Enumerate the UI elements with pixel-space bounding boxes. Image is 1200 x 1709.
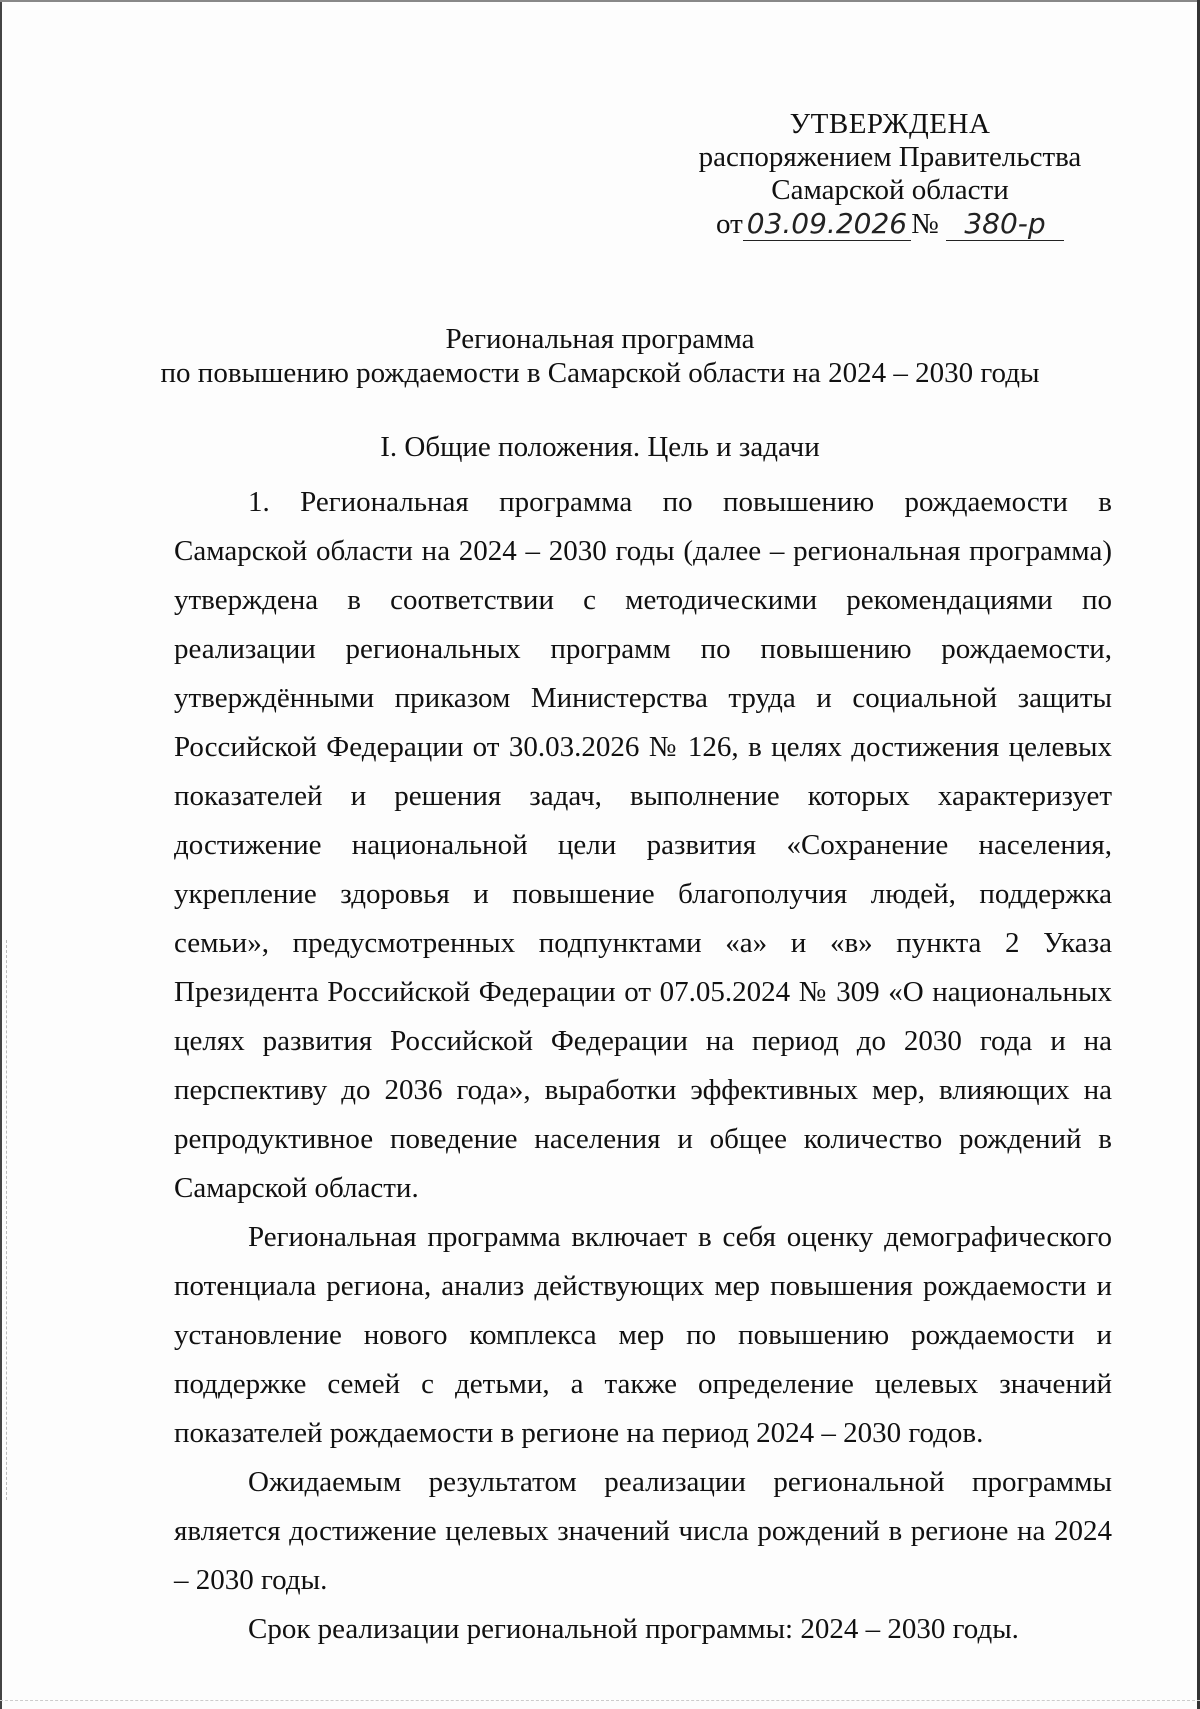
document-title bbox=[0, 322, 1200, 390]
document-body bbox=[174, 478, 1112, 1654]
paragraph-3: Ожидаемым результатом реализации региональной программы является достижение целевых значений числа рождений в регионе на 2024 – 2030 годы. bbox=[174, 1466, 1112, 1596]
title-line-1: Региональная программа bbox=[445, 323, 755, 355]
handwritten-date: 03.09.2026 bbox=[743, 207, 911, 241]
scan-edge bbox=[0, 0, 2, 1709]
paragraph-4: Срок реализации региональной программы: 2024 – 2030 годы. bbox=[248, 1613, 1019, 1645]
approval-authority: распоряжением Правительства bbox=[698, 141, 1082, 173]
approval-stamp-block bbox=[690, 108, 1090, 247]
number-prefix: № bbox=[911, 208, 939, 240]
approval-date-line bbox=[690, 207, 1090, 247]
date-prefix: от bbox=[715, 208, 743, 240]
scan-artifact bbox=[0, 1700, 1200, 1702]
approved-title: УТВЕРЖДЕНА bbox=[789, 108, 991, 140]
paragraph-1: 1. Региональная программа по повышению рождаемости в Самарской области на 2024 – 2030 годы (далее – региональная программа) утверждена в соответствии с методическими рекомендациями по реализации региональных программ по повышению рождаемости, утверждёнными приказом Министерства труда и социальной защиты Российской Федерации от 30.03.2026 № 126, в целях достижения целевых показателей и решения задач, выполнение которых характеризует достижение национальной цели развития «Сохранение населения, укрепление здоровья и повышение благополучия людей, поддержка семьи», предусмотренных подпунктами «а» и «в» пункта 2 Указа Президента Российской Федерации от 07.05.2024 № 309 «О национальных целях развития Российской Федерации на период до 2030 года и на перспективу до 2036 года», выработки эффективных мер, влияющих на репродуктивное поведение населения и общее количество рождений в Самарской области. bbox=[174, 486, 1112, 1204]
scan-artifact bbox=[6, 940, 9, 1500]
title-line-2: по повышению рождаемости в Самарской области на 2024 – 2030 годы bbox=[160, 357, 1040, 389]
paragraph-2: Региональная программа включает в себя оценку демографического потенциала региона, анализ действующих мер повышения рождаемости и установление нового комплекса мер по повышению рождаемости и поддержке семей с детьми, а также определение целевых значений показателей рождаемости в регионе на период 2024 – 2030 годов. bbox=[174, 1221, 1112, 1449]
section-heading: I. Общие положения. Цель и задачи bbox=[380, 431, 820, 463]
approval-region: Самарской области bbox=[771, 174, 1009, 206]
handwritten-number: 380-р bbox=[946, 207, 1064, 241]
scan-edge bbox=[0, 0, 1200, 2]
